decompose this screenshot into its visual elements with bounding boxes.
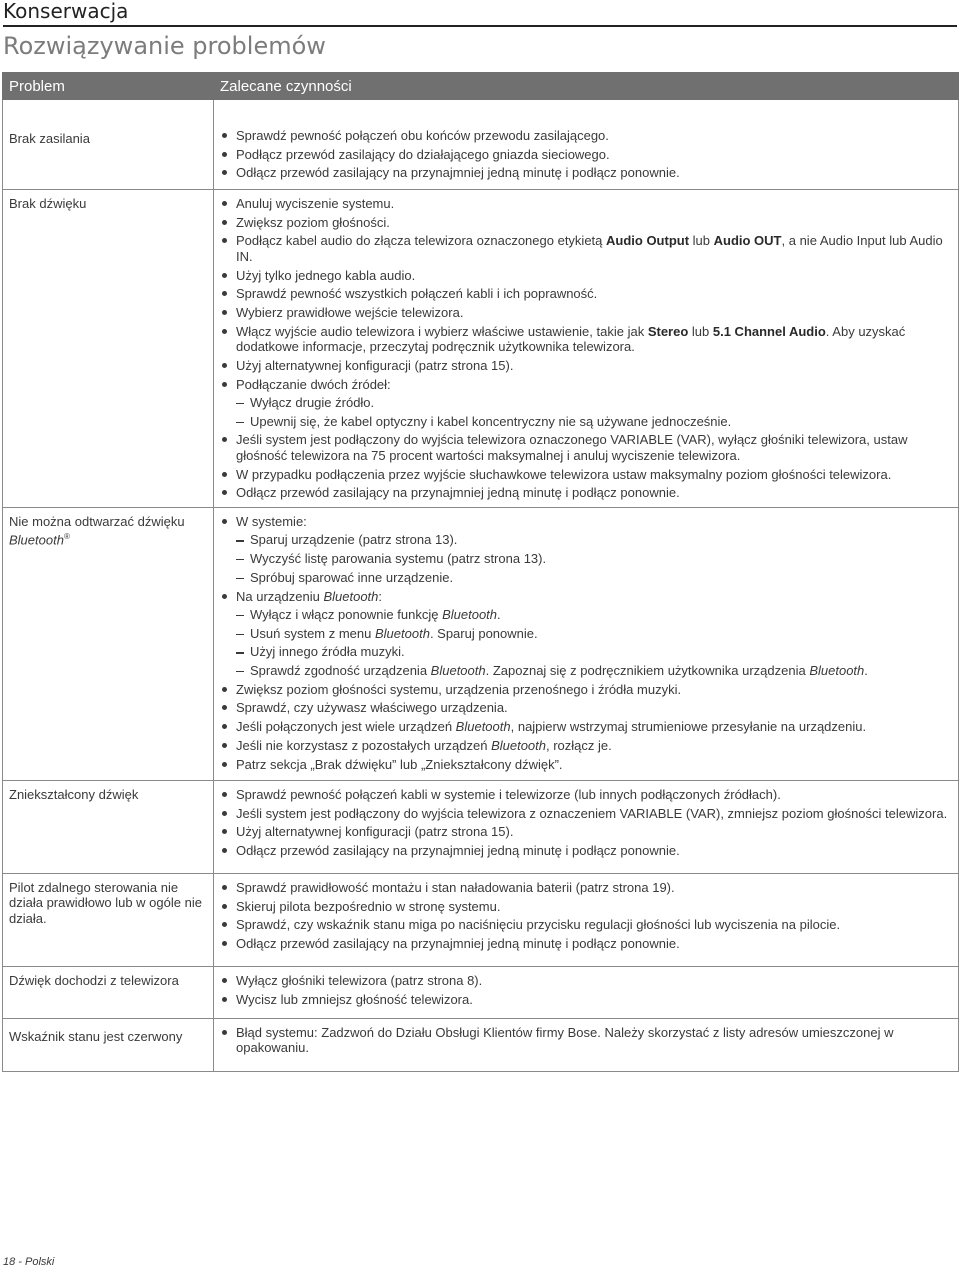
sub-action-item: Spróbuj sparować inne urządzenie. (236, 570, 948, 586)
table-row (3, 507, 959, 780)
action-item: Skieruj pilota bezpośrednio w stronę systemu. (222, 899, 948, 915)
action-item: Patrz sekcja „Brak dźwięku” lub „Zniekształcony dźwięk”. (222, 757, 948, 773)
actions-cell (214, 1018, 959, 1071)
action-item: Jeśli system jest podłączony do wyjścia telewizora z oznaczeniem VARIABLE (VAR), zmniejsz poziom głośności telewizora. (222, 806, 948, 822)
action-item: Jeśli nie korzystasz z pozostałych urządzeń Bluetooth, rozłącz je. (222, 738, 948, 754)
action-item: W przypadku podłączenia przez wyjście słuchawkowe telewizora ustaw maksymalny poziom głośności telewizora. (222, 467, 948, 483)
action-item: Podłączanie dwóch źródeł: Wyłącz drugie źródło. Upewnij się, że kabel optyczny i kabel koncentryczny nie są używane jednocześnie. (222, 377, 948, 430)
sub-action-item: Sprawdź zgodność urządzenia Bluetooth. Zapoznaj się z podręcznikiem użytkownika urządzenia Bluetooth. (236, 663, 948, 679)
table-row (3, 873, 959, 966)
action-item: Błąd systemu: Zadzwoń do Działu Obsługi Klientów firmy Bose. Należy skorzystać z listy adresów umieszczonej w opakowaniu. (222, 1025, 948, 1056)
table-row (3, 190, 959, 508)
problem-label: Wskaźnik stanu jest czerwony (9, 1028, 183, 1044)
table-row (3, 966, 959, 1018)
action-item: Sprawdź pewność połączeń kabli w systemie i telewizorze (lub innych podłączonych źródłach). (222, 787, 948, 803)
actions-cell (214, 966, 959, 1018)
actions-cell (214, 507, 959, 780)
sub-action-item: Wyłącz i włącz ponownie funkcję Bluetooth. (236, 607, 948, 623)
section-title: Konserwacja (3, 0, 129, 23)
action-item: Sprawdź prawidłowość montażu i stan naładowania baterii (patrz strona 19). (222, 880, 948, 896)
actions-cell (214, 100, 959, 190)
sub-action-item: Upewnij się, że kabel optyczny i kabel koncentryczny nie są używane jednocześnie. (236, 414, 948, 430)
page-footer: 18 - Polski (3, 1256, 55, 1268)
action-item: Jeśli połączonych jest wiele urządzeń Bluetooth, najpierw wstrzymaj strumieniowe przesyłanie na urządzeniu. (222, 719, 948, 735)
registered-mark: ® (63, 532, 70, 542)
problem-label: Pilot zdalnego sterowania nie działa prawidłowo lub w ogóle nie działa. (9, 879, 202, 926)
action-item: Użyj tylko jednego kabla audio. (222, 268, 948, 284)
column-header-actions: Zalecane czynności (214, 73, 959, 100)
actions-cell (214, 780, 959, 873)
sub-action-item: Użyj innego źródła muzyki. (236, 644, 948, 660)
action-item: W systemie: Sparuj urządzenie (patrz strona 13). Wyczyść listę parowania systemu (patrz strona 13). Spróbuj sparować inne urządzenie. (222, 514, 948, 585)
action-item: Zwiększ poziom głośności. (222, 215, 948, 231)
table-header-row (3, 73, 959, 100)
action-item: Sprawdź pewność połączeń obu końców przewodu zasilającego. (222, 128, 948, 144)
problem-label: Nie można odtwarzać dźwięku (9, 513, 185, 529)
problem-cell (3, 1018, 214, 1071)
action-item: Odłącz przewód zasilający na przynajmniej jedną minutę i podłącz ponownie. (222, 485, 948, 501)
sub-action-item: Wyłącz drugie źródło. (236, 395, 948, 411)
page-title: Rozwiązywanie problemów (3, 32, 326, 60)
action-item: Odłącz przewód zasilający na przynajmniej jedną minutę i podłącz ponownie. (222, 936, 948, 952)
action-item: Podłącz kabel audio do złącza telewizora oznaczonego etykietą Audio Output lub Audio OUT, a nie Audio Input lub Audio IN. (222, 233, 948, 264)
action-item: Sprawdź pewność wszystkich połączeń kabli i ich poprawność. (222, 286, 948, 302)
action-item: Włącz wyjście audio telewizora i wybierz właściwe ustawienie, takie jak Stereo lub 5.1 Channel Audio. Aby uzyskać dodatkowe informacje, przeczytaj podręcznik użytkownika telewizora. (222, 324, 948, 355)
problem-cell (3, 190, 214, 508)
action-item: Podłącz przewód zasilający do działającego gniazda sieciowego. (222, 147, 948, 163)
problem-label: Brak dźwięku (9, 196, 87, 211)
problem-cell (3, 100, 214, 190)
troubleshooting-table (2, 72, 959, 1072)
action-item: Wycisz lub zmniejsz głośność telewizora. (222, 992, 948, 1008)
action-item: Sprawdź, czy używasz właściwego urządzenia. (222, 700, 948, 716)
action-item: Anuluj wyciszenie systemu. (222, 196, 948, 212)
action-item: Odłącz przewód zasilający na przynajmniej jedną minutę i podłącz ponownie. (222, 165, 948, 181)
action-item: Na urządzeniu Bluetooth: Wyłącz i włącz ponownie funkcję Bluetooth. Usuń system z menu Bluetooth. Sparuj ponownie. Użyj innego źródła muzyki. Sprawdź zgodność urządzenia Bluetooth. Zapoznaj się z podręcznikiem użytkownika urządzenia Bluetooth. (222, 589, 948, 679)
action-item: Wyłącz głośniki telewizora (patrz strona 8). (222, 973, 948, 989)
title-rule (3, 25, 957, 27)
problem-cell (3, 507, 214, 780)
action-item: Zwiększ poziom głośności systemu, urządzenia przenośnego i źródła muzyki. (222, 682, 948, 698)
action-item: Sprawdź, czy wskaźnik stanu miga po naciśnięciu przycisku regulacji głośności lub wyciszenia na pilocie. (222, 917, 948, 933)
action-item: Odłącz przewód zasilający na przynajmniej jedną minutę i podłącz ponownie. (222, 843, 948, 859)
action-item: Użyj alternatywnej konfiguracji (patrz strona 15). (222, 824, 948, 840)
problem-cell (3, 873, 214, 966)
problem-cell (3, 966, 214, 1018)
column-header-problem: Problem (3, 73, 214, 100)
problem-label: Dźwięk dochodzi z telewizora (9, 972, 179, 988)
action-item: Wybierz prawidłowe wejście telewizora. (222, 305, 948, 321)
table-row (3, 780, 959, 873)
problem-label-bluetooth: Bluetooth (9, 532, 64, 548)
table-row (3, 1018, 959, 1071)
actions-cell (214, 873, 959, 966)
sub-action-item: Wyczyść listę parowania systemu (patrz strona 13). (236, 551, 948, 567)
sub-action-item: Sparuj urządzenie (patrz strona 13). (236, 532, 948, 548)
problem-label: Brak zasilania (9, 131, 90, 146)
sub-action-item: Usuń system z menu Bluetooth. Sparuj ponownie. (236, 626, 948, 642)
table-row (3, 100, 959, 190)
problem-label: Zniekształcony dźwięk (9, 786, 139, 802)
actions-cell (214, 190, 959, 508)
problem-cell (3, 780, 214, 873)
action-item: Jeśli system jest podłączony do wyjścia telewizora oznaczonego VARIABLE (VAR), wyłącz głośniki telewizora, ustaw głośność telewizora na 75 procent wartości maksymalnej i anuluj wyciszenie telewizora. (222, 432, 948, 463)
action-item: Użyj alternatywnej konfiguracji (patrz strona 15). (222, 358, 948, 374)
